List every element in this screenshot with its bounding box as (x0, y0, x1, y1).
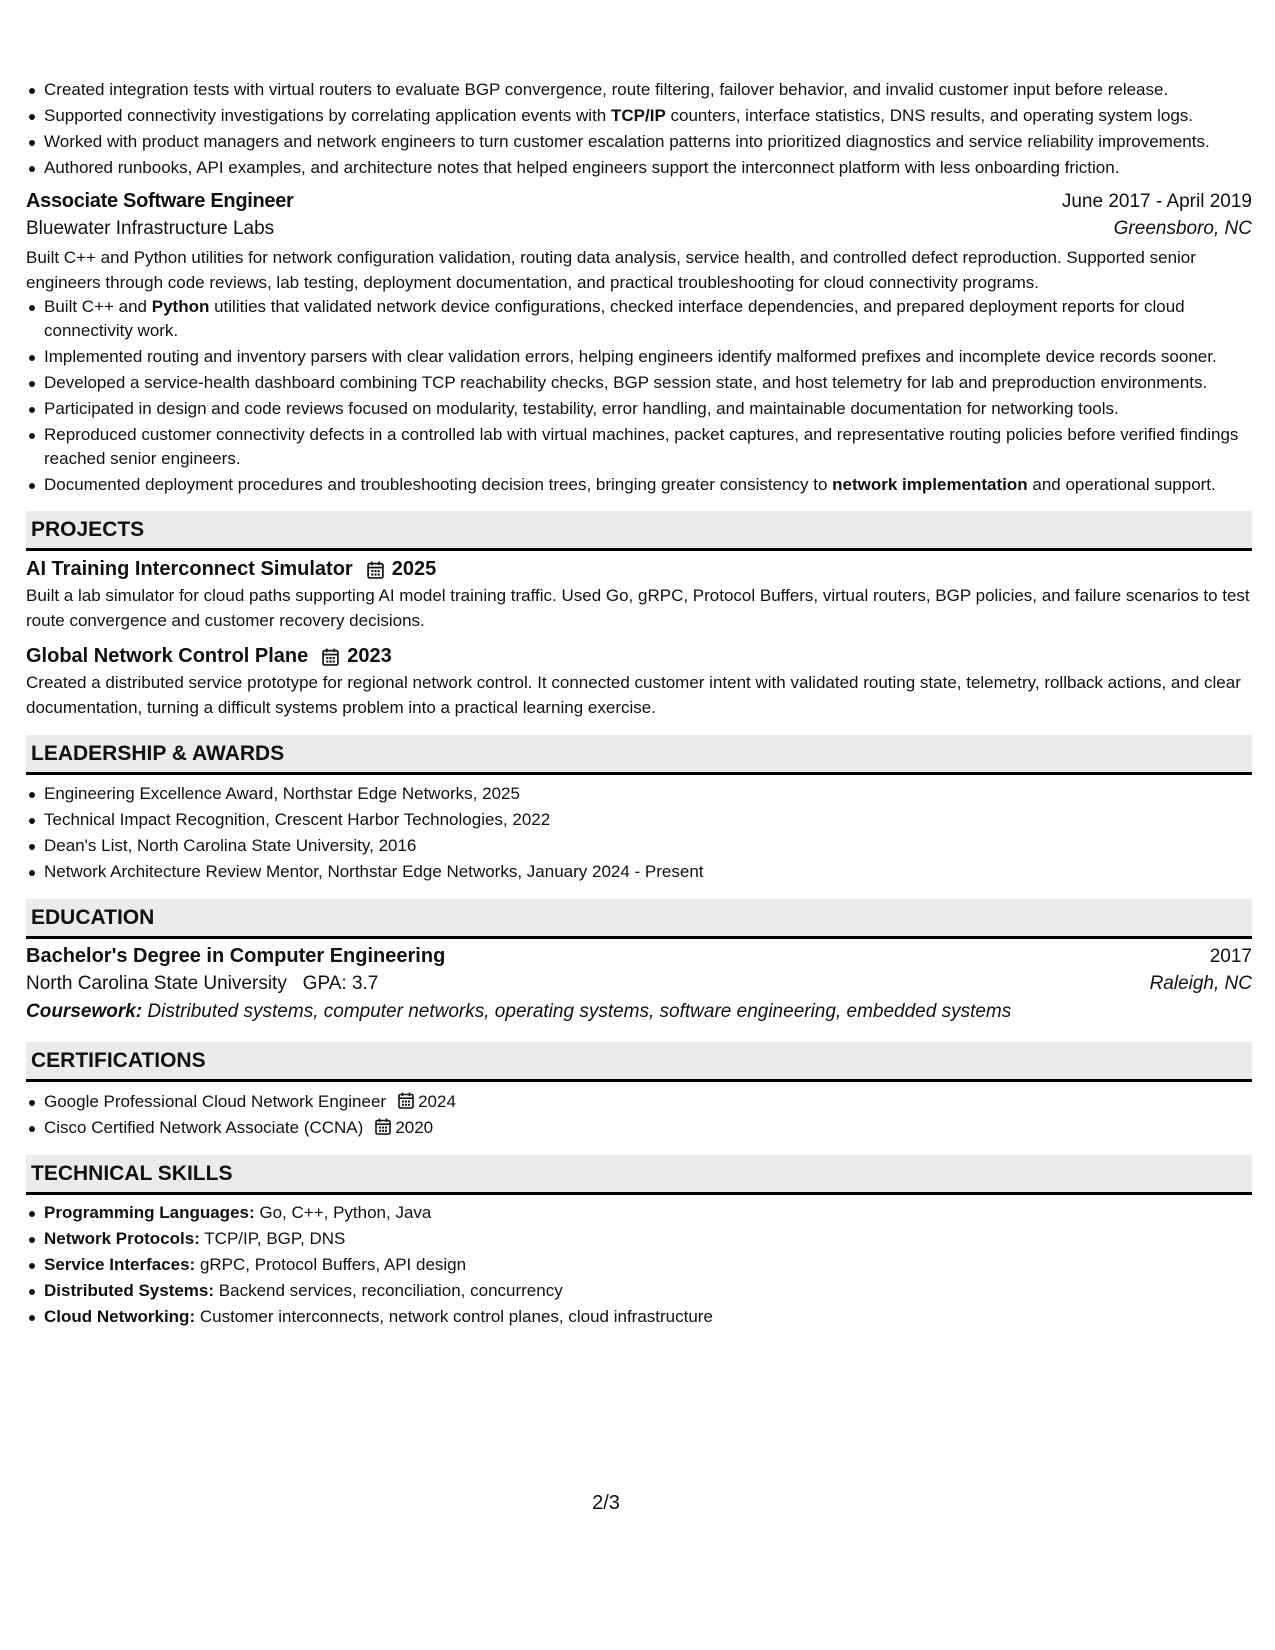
section-heading-skills: TECHNICAL SKILLS (26, 1155, 1252, 1195)
job-summary: Built C++ and Python utilities for network configuration validation, routing data analysis, service health, and controlled defect reproduction. Supported senior engineers through code reviews, lab testing, deployment documentation, and practical troubleshooting for cloud connectivity programs. (26, 248, 1196, 292)
project-description: Built a lab simulator for cloud paths supporting AI model training traffic. Used Go, gRPC, Protocol Buffers, virtual routers, BGP policies, and failure scenarios to test route convergence and customer recovery decisions. (26, 586, 1250, 630)
skill-value: TCP/IP, BGP, DNS (204, 1229, 346, 1248)
skill-value: Go, C++, Python, Java (259, 1203, 432, 1222)
list-item: Participated in design and code reviews focused on modularity, testability, error handling, and maintainable documentation for networking tools. (44, 397, 1252, 421)
education-entry (26, 945, 1252, 1023)
list-item: Developed a service-health dashboard combining TCP reachability checks, BGP session state, and host telemetry for lab and preproduction environments. (44, 371, 1252, 395)
certification-year: 2024 (418, 1092, 456, 1111)
degree-title: Bachelor's Degree in Computer Engineering (26, 945, 446, 967)
resume-page (26, 78, 1252, 1331)
list-item (44, 1201, 1252, 1225)
certifications-list (26, 1090, 1252, 1140)
skills-list (26, 1201, 1252, 1329)
skill-label: Service Interfaces: (44, 1255, 196, 1274)
coursework-label: Coursework: (26, 1001, 143, 1022)
coursework (26, 1001, 1252, 1023)
certification-year: 2020 (395, 1118, 434, 1137)
list-item: Implemented routing and inventory parsers with clear validation errors, helping engineers identify malformed prefixes and incomplete device records sooner. (44, 345, 1252, 369)
page-number: 2/3 (592, 1492, 620, 1514)
list-item (44, 1090, 1252, 1114)
project-year: 2025 (391, 558, 437, 580)
project-description: Created a distributed service prototype for regional network control. It connected customer intent with validated routing state, telemetry, rollback actions, and clear documentation, turning a difficult systems problem into a practical learning exercise. (26, 673, 1241, 717)
calendar-icon (367, 561, 384, 579)
list-item (44, 1227, 1252, 1251)
certification-name: Cisco Certified Network Associate (CCNA) (44, 1118, 364, 1137)
graduation-year: 2017 (1209, 946, 1252, 967)
coursework-list: Distributed systems, computer networks, operating systems, software engineering, embedded systems (147, 1001, 1012, 1022)
calendar-icon (322, 648, 339, 666)
calendar-icon (398, 1092, 414, 1109)
skill-value: Customer interconnects, network control planes, cloud infrastructure (199, 1307, 713, 1326)
list-item: Supported connectivity investigations by correlating application events with TCP/IP counters, interface statistics, DNS results, and operating system logs. (44, 104, 1252, 128)
list-item: Dean's List, North Carolina State University, 2016 (44, 834, 1252, 858)
previous-job-bullets (26, 78, 1252, 180)
skill-label: Distributed Systems: (44, 1281, 215, 1300)
school-location: Raleigh, NC (1149, 973, 1252, 994)
skill-value: gRPC, Protocol Buffers, API design (199, 1255, 467, 1274)
section-heading-leadership: LEADERSHIP & AWARDS (26, 735, 1252, 775)
company-name: Bluewater Infrastructure Labs (26, 218, 275, 239)
school-name: North Carolina State University (26, 973, 287, 994)
job-location: Greensboro, NC (1113, 218, 1252, 239)
calendar-icon (375, 1118, 391, 1135)
list-item: Built C++ and Python utilities that validated network device configurations, checked interface dependencies, and prepared deployment reports for cloud connectivity work. (44, 295, 1252, 343)
gpa: GPA: 3.7 (302, 973, 379, 994)
list-item: Worked with product managers and network engineers to turn customer escalation patterns into prioritized diagnostics and service reliability improvements. (44, 130, 1252, 154)
leadership-list (26, 782, 1252, 884)
certification-name: Google Professional Cloud Network Engineer (44, 1092, 387, 1111)
section-heading-certifications: CERTIFICATIONS (26, 1042, 1252, 1082)
project-entry (26, 558, 1252, 633)
list-item: Authored runbooks, API examples, and architecture notes that helped engineers support the interconnect platform with less onboarding friction. (44, 156, 1252, 180)
job-title: Associate Software Engineer (26, 190, 294, 212)
skill-label: Programming Languages: (44, 1203, 255, 1222)
job-entry (26, 190, 1252, 497)
list-item (44, 1279, 1252, 1303)
list-item: Technical Impact Recognition, Crescent Harbor Technologies, 2022 (44, 808, 1252, 832)
section-heading-education: EDUCATION (26, 899, 1252, 939)
list-item: Created integration tests with virtual routers to evaluate BGP convergence, route filtering, failover behavior, and invalid customer input before release. (44, 78, 1252, 102)
list-item: Reproduced customer connectivity defects in a controlled lab with virtual machines, packet captures, and representative routing policies before verified findings reached senior engineers. (44, 423, 1252, 471)
list-item: Documented deployment procedures and troubleshooting decision trees, bringing greater consistency to network implementation and operational support. (44, 473, 1252, 497)
project-year: 2023 (347, 645, 392, 667)
list-item (44, 1253, 1252, 1277)
list-item: Engineering Excellence Award, Northstar Edge Networks, 2025 (44, 782, 1252, 806)
project-title: AI Training Interconnect Simulator (26, 558, 353, 580)
list-item (44, 1116, 1252, 1140)
skill-value: Backend services, reconciliation, concurrency (218, 1281, 563, 1300)
job-dates: June 2017 - April 2019 (1061, 191, 1252, 212)
list-item (44, 1305, 1252, 1329)
skill-label: Network Protocols: (44, 1229, 200, 1248)
project-entry (26, 645, 1252, 720)
section-heading-projects: PROJECTS (26, 511, 1252, 551)
project-title: Global Network Control Plane (26, 645, 309, 667)
list-item: Network Architecture Review Mentor, Northstar Edge Networks, January 2024 - Present (44, 860, 1252, 884)
job-bullets (26, 295, 1252, 497)
skill-label: Cloud Networking: (44, 1307, 196, 1326)
